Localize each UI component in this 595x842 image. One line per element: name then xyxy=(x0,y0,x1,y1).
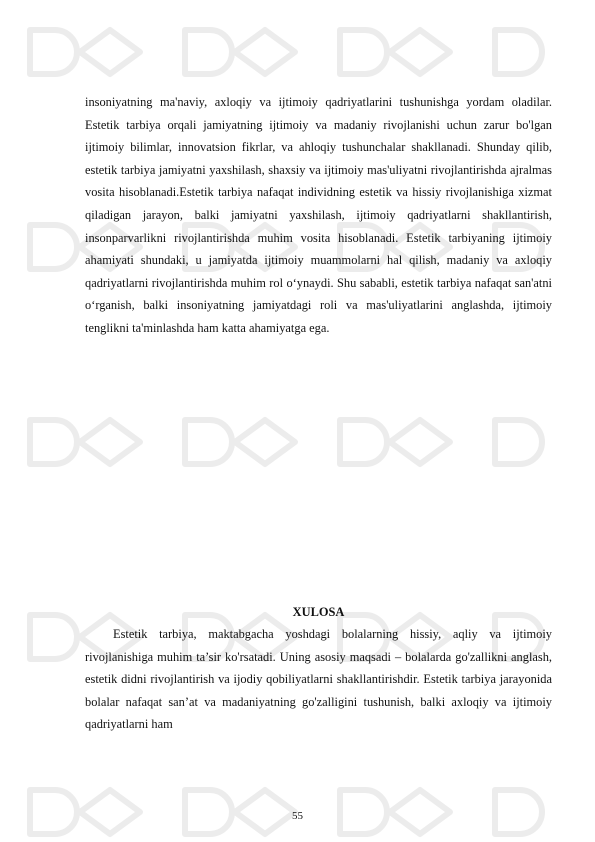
conclusion-section xyxy=(85,623,552,736)
page-number: 55 xyxy=(292,810,303,822)
conclusion-paragraph: Estetik tarbiya, maktabgacha yoshdagi bolalarning hissiy, aqliy va ijtimoiy rivojlanishiga muhim ta’sir ko'rsatadi. Uning asosiy maqsadi – bolalarda go'zallikni anglash, estetik didni rivojlantirish va ijodiy qobiliyatlarni shakllantirishdir. Estetik tarbiya jarayonida bolalar nafaqat san’at va madaniyatning go'zalligini tushunish, balki axloqiy va ijtimoiy qadriyatlarni ham xyxy=(85,627,552,732)
body-section xyxy=(85,91,552,340)
body-paragraph: insoniyatning ma'naviy, axloqiy va ijtimoiy qadriyatlarini tushunishga yordam oladilar. Estetik tarbiya orqali jamiyatning ijtimoiy va madaniy rivojlanishi uchun zarur bo'lgan ijtimoiy bilimlar, innovatsion fikrlar, va ahloqiy tushunchalar shakllanadi. Shunday qilib, estetik tarbiya jamiyatni yaxshilash, shaxsiy va ijtimoiy mas'uliyatni rivojlantirishda ajralmas vosita hisoblanadi.Estetik tarbiya nafaqat individning estetik va hissiy rivojlanishiga xizmat qiladigan jarayon, balki jamiyatni yaxshilash, ijtimoiy qadriyatlarni shakllantirish, insonparvarlikni rivojlantirishda muhim vosita hisoblanadi. Estetik tarbiyaning ijtimoiy ahamiyati shundaki, u jamiyatda ijtimoiy muammolarni hal qilish, madaniy va axloqiy qadriyatlarni rivojlantirishda muhim rol o‘ynaydi. Shu sababli, estetik tarbiya nafaqat san'atni o‘rganish, balki insoniyatning jamiyatdagi roli va mas'uliyatlarini anglashda, ijtimoiy tenglikni ta'minlashda ham katta ahamiyatga ega. xyxy=(85,95,552,335)
conclusion-heading: XULOSA xyxy=(292,605,345,619)
